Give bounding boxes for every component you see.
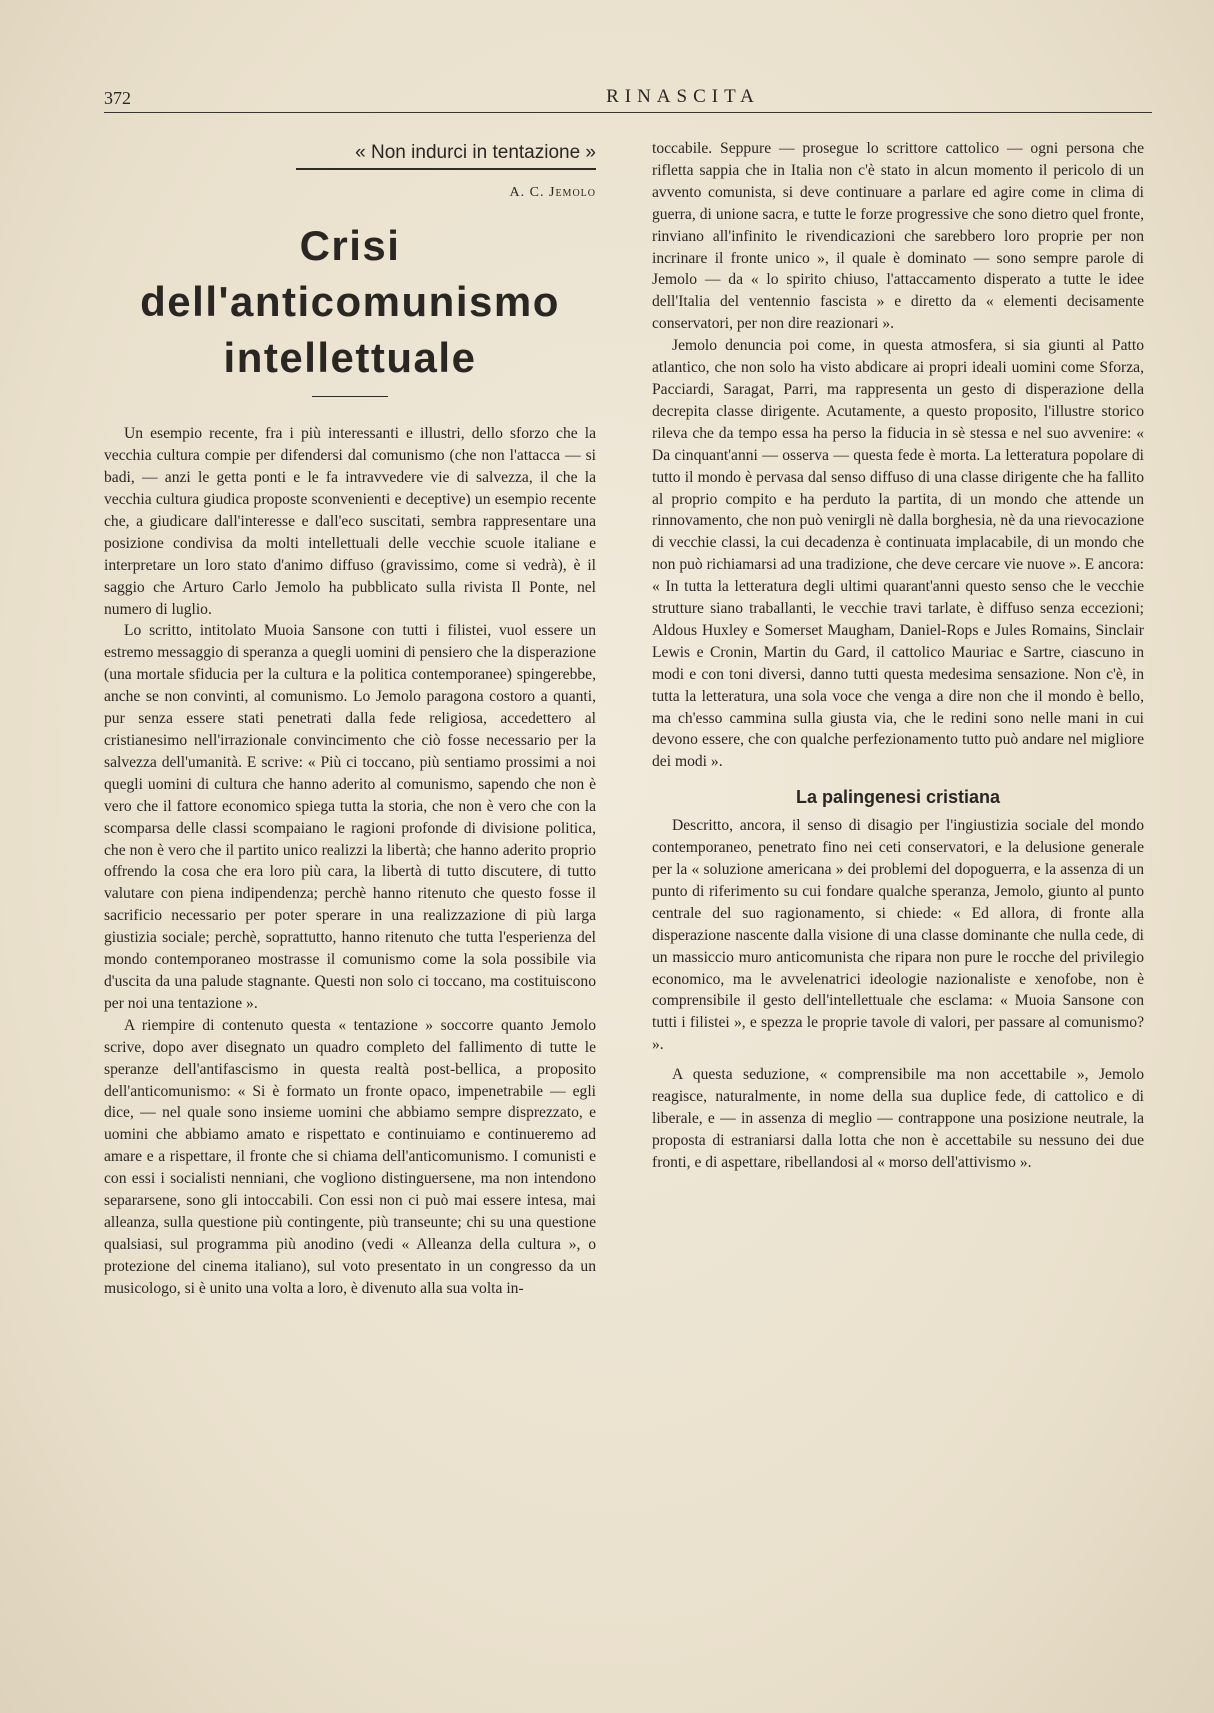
left-column [104, 138, 596, 1300]
paragraph: Jemolo denuncia poi come, in questa atmosfera, si sia giunti al Patto atlantico, che non solo ha visto abdicare ai propri ideali uomini come Sforza, Pacciardi, Saragat, Parri, ma rappresenta un gesto di disperazione della decrepita classe dirigente. Acutamente, a questo proposito, l'illustre storico rileva che da tempo essa ha perso la fiducia in sè stessa e nel suo avvenire: « Da cinquant'anni — osserva — questa fede è morta. La letteratura popolare di tutto il mondo è pervasa dal senso diffuso di una classe dirigente che ha fallito al proprio compito e ha perduto la partita, di un mondo che attende un rinnovamento, che non può venirgli nè dalla borghesia, nè da una rievocazione di vecchie classi, la cui decadenza è continuata implacabile, di un mondo che non può richiamarsi ad una tradizione, che deve cercare vie nuove ». E ancora: « In tutta la letteratura degli ultimi quarant'anni questo senso che le vecchie strutture siano traballanti, le vecchie travi tarlate, è diffuso senza eccezioni; Aldous Huxley e Somerset Maugham, Daniel-Rops e Jules Romains, Sinclair Lewis e Cronin, Martin du Gard, il cattolico Mauriac e Sartre, ciascuno in modi e con toni diversi, danno tutti questa medesima sensazione. Non c'è, in tutta la letteratura, una sola voce che venga a dire non che il mondo è bello, ma ch'esso cammina sulla giusta via, che le redini sono nelle mani in cui devono essere, che con qualche perfezionamento tutto può andare nel migliore dei modi ». [652, 337, 1144, 771]
section-subheading: La palingenesi cristiana [795, 787, 1001, 808]
page-header [104, 84, 1152, 113]
article-kicker: « Non indurci in tentazione » [355, 142, 596, 163]
paragraph: toccabile. Seppure — prosegue lo scrittore cattolico — ogni persona che rifletta sappia che in Italia non c'è stato in alcun momento il pericolo di un avvento comunista, si deve continuare a parlare ed agire come in clima di guerra, di unione sacra, e tutte le forze progressive che sono dietro quel fronte, rinviano all'infinito le rivendicazioni che sarebbero loro proprie per non incrinare il fronte unico », il quale è dominato — sono sempre parole di Jemolo — da « lo spirito chiuso, l'attaccamento disperato a tutte le idee dell'Italia del ventennio fascista » e diretto da « elementi decisamente conservatori, per non dire reazionari ». [652, 140, 1144, 333]
page-number: 372 [104, 88, 131, 108]
kicker-rule [296, 168, 596, 170]
paragraph: Lo scritto, intitolato Muoia Sansone con tutti i filistei, vuol essere un estremo messaggio di speranza a quegli uomini di pensiero che la disperazione (una mortale sfiducia per la cultura e la politica contemporanee) spingerebbe, anche se non convinti, al comunismo. Lo Jemolo paragona costoro a quanti, pur senza essere stati penetrati dalla fede religiosa, accedettero al cristianesimo nell'irrazionale convincimento che ciò fosse necessario per la salvezza dell'umanità. E scrive: « Più ci toccano, più sentiamo prossimi a noi quegli uomini di cultura che hanno aderito al comunismo, sapendo che non è vero che il fattore economico spiega tutta la storia, che non è vero che con la scomparsa delle classi scompaiano le ragioni profonde di divisione politica, che non è vero che il partito unico realizzi la libertà; che hanno aderito proprio offrendo la cosa che era loro più cara, la libertà di tutto discutere, di tutto valutare con piena indipendenza; perchè hanno ritenuto che questo fosse il sacrificio necessario per poter sperare in una realizzazione di più larga giustizia sociale; perchè, soprattutto, hanno ritenuto che tutta l'esperienza del mondo contemporaneo mostrasse il comunismo come la sola possibile via d'uscita da una palude stagnante. Questi non solo ci toccano, ma costituiscono per noi una tentazione ». [104, 622, 596, 1012]
paragraph: A riempire di contenuto questa « tentazione » soccorre quanto Jemolo scrive, dopo aver disegnato un quadro completo del fallimento di tutte le speranze dell'antifascismo in questa realtà post-bellica, a proposito dell'anticomunismo: « Si è formato un fronte opaco, impenetrabile — egli dice, — nel quale sono insieme uomini che abbiamo sempre disprezzato, e uomini che abbiamo amato e rispettato e continuiamo e continueremo ad amare e a rispettare, il fronte che si chiama dell'anticomunismo. I comunisti e con essi i socialisti nenniani, che vogliono distinguersene, ma non intendono separarsene, sono gli intoccabili. Con essi non ci può mai essere intesa, mai alleanza, sulla questione più contingente, più transeunte; chi su una questione qualsiasi, sul programma più anodino (vedi « Alleanza della cultura », o protezione del cinema italiano), sul voto presentato in un congresso da un musicologo, si è unito una volta a loro, è divenuto alla sua volta in- [104, 1016, 596, 1297]
paragraph: Un esempio recente, fra i più interessanti e illustri, dello sforzo che la vecchia cultura compie per difendersi dal comunismo (che non l'attacca — si badi, — anzi le getta ponti e le fa intravvedere vie di salvezza, il che la vecchia cultura giudica proposte sconvenienti e deceptive) un esempio recente che, a giudicare dall'interesse e dall'eco suscitati, sembra rappresentare una posizione condivisa da molti intellettuali delle vecchie scuole italiane e interpretare un loro stato d'animo diffuso (gravissimo, come si vedrà), è il saggio che Arturo Carlo Jemolo ha pubblicato sulla rivista Il Ponte, nel numero di luglio. [104, 425, 596, 618]
article-author: A. C. Jemolo [509, 184, 596, 200]
article-title: Crisi dell'anticomunismo intellettuale [140, 221, 560, 381]
paragraph: Descritto, ancora, il senso di disagio per l'ingiustizia sociale del mondo contemporaneo, penetrato fino nei ceti conservatori, e la delusione generale per la « soluzione americana » dei problemi del dopoguerra, e la assenza di un punto di riferimento su cui fondare qualche speranza, Jemolo, giunto al punto centrale del suo ragionamento, si chiede: « Ed allora, di fronte alla disperazione nascente dalla visione di una classe dominante che nulla cede, di un massiccio muro anticomunista che ripara non pure le rocche del privilegio economico, ma le avvelenatrici ideologie nazionaliste e xenofobe, non è comprensibile il gesto dell'intellettuale che esclama: « Muoia Sansone con tutti i filistei », e spezza le proprie tavole di valori, per passare al comunismo? ». [652, 817, 1144, 1054]
journal-title: RINASCITA [606, 86, 760, 107]
title-rule [312, 396, 388, 398]
paragraph: A questa seduzione, « comprensibile ma non accettabile », Jemolo reagisce, naturalmente, in nome della sua duplice fede, di cattolico e di liberale, e — in assenza di meglio — contrappone una posizione neutrale, la proposta di estraniarsi dalla lotta che non è accettabile su nessuno dei due fronti, e di aspettare, ribellandosi al « morso dell'attivismo ». [652, 1066, 1144, 1171]
right-column [652, 138, 1144, 1174]
